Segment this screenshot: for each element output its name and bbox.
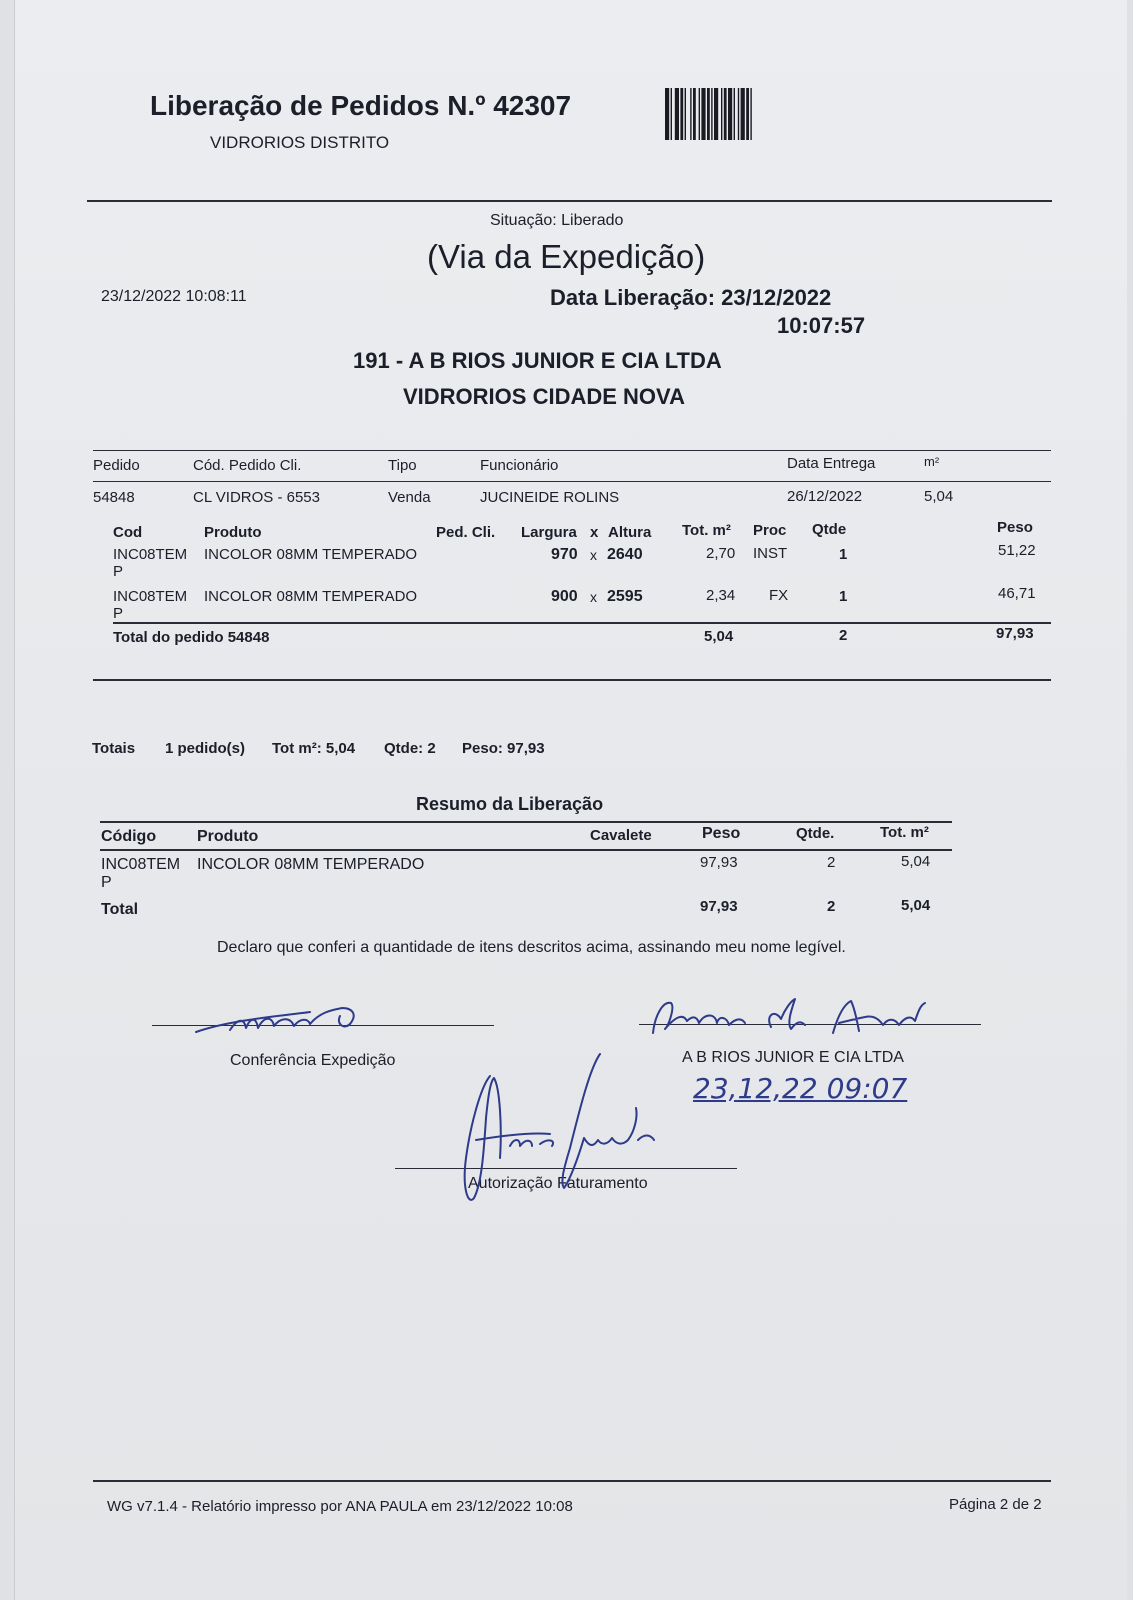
- order-m2: 5,04: [924, 488, 954, 505]
- summary-code: INC08TEM: [101, 856, 181, 873]
- order-number: 54848: [93, 489, 135, 506]
- client-name: 191 - A B RIOS JUNIOR E CIA LTDA: [353, 348, 722, 373]
- summary-total-label: Total: [101, 901, 139, 918]
- item-product: INCOLOR 08MM TEMPERADO: [204, 588, 418, 605]
- footer-printed-by: WG v7.1.4 - Relatório impresso por ANA PAULA em 23/12/2022 10:08: [107, 1498, 573, 1515]
- document-page: [14, 0, 1127, 1600]
- summary-header-rule: [100, 849, 952, 851]
- item-weight: 51,22: [998, 542, 1036, 559]
- order-total-weight: 97,93: [996, 625, 1034, 642]
- summary-product: INCOLOR 08MM TEMPERADO: [197, 856, 425, 873]
- signature-label-client: A B RIOS JUNIOR E CIA LTDA: [682, 1049, 904, 1066]
- item-qty: 1: [839, 588, 848, 605]
- totals-m2: Tot m²: 5,04: [272, 740, 356, 757]
- totals-qty: Qtde: 2: [384, 740, 436, 757]
- col-funcionario: Funcionário: [480, 457, 559, 474]
- summary-col-tot-m2: Tot. m²: [880, 824, 929, 841]
- totals-weight: Peso: 97,93: [462, 740, 545, 757]
- col-largura: Largura: [521, 524, 577, 541]
- delivery-date: 26/12/2022: [787, 488, 863, 505]
- col-produto: Produto: [204, 524, 262, 541]
- summary-code-wrap: P: [101, 874, 112, 891]
- item-code: INC08TEM: [113, 588, 188, 605]
- handwritten-signature-faturamento: [440, 1048, 680, 1208]
- footer-rule: [93, 1480, 1051, 1482]
- col-ped-cli: Ped. Cli.: [436, 524, 496, 541]
- col-tot-m2: Tot. m²: [682, 522, 731, 539]
- item-qty: 1: [839, 546, 848, 563]
- header-divider: [87, 200, 1052, 202]
- release-date: Data Liberação: 23/12/2022: [550, 285, 832, 310]
- item-code-wrap: P: [113, 563, 124, 580]
- order-bottom-rule: [93, 679, 1051, 681]
- item-code: INC08TEM: [113, 546, 188, 563]
- item-code-wrap: P: [113, 605, 124, 622]
- item-x: x: [590, 547, 597, 563]
- company-subtitle: VIDRORIOS DISTRITO: [210, 133, 390, 152]
- totals-label: Totais: [92, 740, 136, 757]
- order-total-label: Total do pedido 54848: [113, 629, 270, 646]
- col-proc: Proc: [753, 522, 787, 539]
- handwritten-signature-client: [645, 995, 935, 1040]
- item-proc: INST: [753, 545, 788, 562]
- summary-col-peso: Peso: [702, 825, 741, 842]
- release-time: 10:07:57: [777, 313, 866, 338]
- item-width: 970: [551, 546, 578, 563]
- order-total-qty: 2: [839, 627, 848, 644]
- col-m2: m²: [924, 454, 940, 469]
- order-type: Venda: [388, 489, 431, 506]
- print-datetime: 23/12/2022 10:08:11: [101, 288, 247, 305]
- item-product: INCOLOR 08MM TEMPERADO: [204, 546, 418, 563]
- order-table-top-rule: [93, 450, 1051, 451]
- item-x: x: [590, 589, 597, 605]
- item-height: 2640: [607, 546, 643, 563]
- employee-name: JUCINEIDE ROLINS: [480, 489, 620, 506]
- page-title: Liberação de Pedidos N.º 42307: [150, 90, 572, 121]
- order-header-rule: [93, 481, 1051, 482]
- order-total-m2: 5,04: [704, 628, 734, 645]
- handwritten-date: 23,12,22 09:07: [693, 1072, 908, 1105]
- col-pedido: Pedido: [93, 457, 140, 474]
- signature-label-faturamento: Autorização Faturamento: [468, 1175, 648, 1192]
- signature-label-expedicao: Conferência Expedição: [230, 1052, 396, 1069]
- summary-total-m2: 5,04: [901, 897, 931, 914]
- client-store: VIDRORIOS CIDADE NOVA: [403, 384, 685, 409]
- footer-page-number: Página 2 de 2: [949, 1496, 1042, 1513]
- col-cod: Cod: [113, 524, 143, 541]
- col-cod-pedido-cli: Cód. Pedido Cli.: [193, 457, 302, 474]
- summary-col-cavalete: Cavalete: [590, 827, 652, 844]
- status-text: Situação: Liberado: [490, 212, 624, 229]
- item-tot-m2: 2,34: [706, 587, 736, 604]
- totals-orders: 1 pedido(s): [165, 740, 246, 757]
- item-height: 2595: [607, 588, 643, 605]
- col-altura: Altura: [608, 524, 652, 541]
- summary-total-qty: 2: [827, 898, 836, 915]
- summary-title: Resumo da Liberação: [416, 794, 604, 814]
- summary-col-codigo: Código: [101, 828, 157, 845]
- via-label: (Via da Expedição): [427, 238, 706, 275]
- client-order-code: CL VIDROS - 6553: [193, 489, 320, 506]
- item-proc: FX: [769, 587, 789, 604]
- summary-m2: 5,04: [901, 853, 931, 870]
- handwritten-signature-expedicao: [190, 1000, 390, 1040]
- summary-col-qtde: Qtde.: [796, 825, 835, 842]
- summary-top-rule: [100, 821, 952, 823]
- declaration-text: Declaro que conferi a quantidade de itens descritos acima, assinando meu nome legível.: [217, 939, 846, 956]
- item-tot-m2: 2,70: [706, 545, 736, 562]
- item-weight: 46,71: [998, 585, 1036, 602]
- summary-weight: 97,93: [700, 854, 738, 871]
- barcode-image: [665, 88, 835, 140]
- order-total-rule: [113, 622, 1051, 624]
- col-tipo: Tipo: [388, 457, 417, 474]
- summary-col-produto: Produto: [197, 828, 259, 845]
- col-x: x: [590, 524, 599, 541]
- summary-total-weight: 97,93: [700, 898, 738, 915]
- col-qtde: Qtde: [812, 521, 847, 538]
- col-data-entrega: Data Entrega: [787, 455, 876, 472]
- summary-qty: 2: [827, 854, 836, 871]
- col-peso: Peso: [997, 519, 1033, 536]
- item-width: 900: [551, 588, 578, 605]
